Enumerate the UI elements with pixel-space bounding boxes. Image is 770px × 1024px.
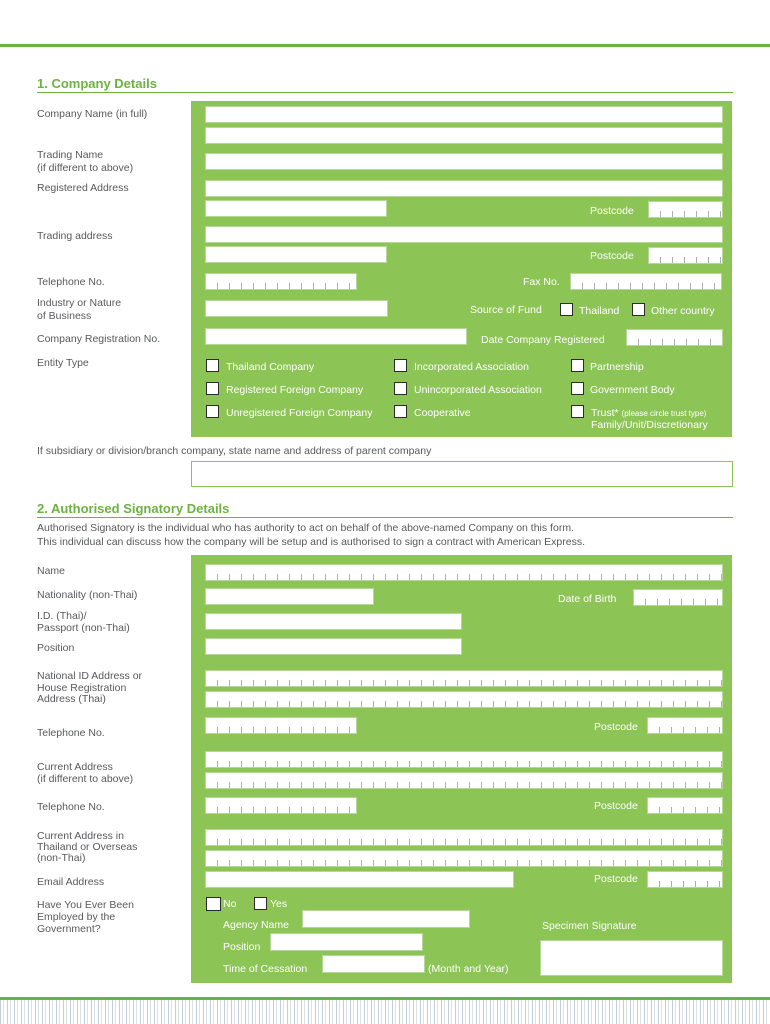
subsidiary-label: If subsidiary or division/branch company, state name and address of parent company bbox=[37, 445, 432, 457]
trading-address-field-2[interactable] bbox=[205, 246, 387, 263]
overseas-address-field-1[interactable] bbox=[205, 829, 723, 846]
section-2-intro-2: This individual can discuss how the company will be setup and is authorised to sign a contract with American Express. bbox=[37, 536, 586, 548]
section-1-title: 1. Company Details bbox=[37, 76, 157, 91]
month-year-label: (Month and Year) bbox=[428, 963, 509, 975]
label-current-address: Current Address bbox=[37, 761, 113, 773]
national-id-address-field-2[interactable] bbox=[205, 691, 723, 708]
entity-unregistered-foreign-checkbox[interactable] bbox=[206, 405, 219, 418]
industry-field[interactable] bbox=[205, 300, 388, 317]
label-industry-2: of Business bbox=[37, 310, 92, 322]
top-rule bbox=[0, 44, 770, 47]
label-industry: Industry or Nature bbox=[37, 297, 122, 309]
company-name-field-2[interactable] bbox=[205, 127, 723, 144]
fund-thailand-checkbox[interactable] bbox=[560, 303, 573, 316]
government-yes-checkbox[interactable] bbox=[254, 897, 267, 910]
date-registered-field[interactable] bbox=[626, 329, 723, 346]
postcode-field-5[interactable] bbox=[647, 871, 723, 888]
telephone-field-1[interactable] bbox=[205, 717, 357, 734]
trust-label-text: Trust* bbox=[591, 407, 619, 419]
registered-address-field-1[interactable] bbox=[205, 180, 723, 197]
source-of-fund-label: Source of Fund bbox=[470, 304, 542, 316]
specimen-signature-box[interactable] bbox=[540, 940, 723, 976]
government-no-checkbox[interactable] bbox=[206, 897, 221, 911]
date-of-birth-field[interactable] bbox=[633, 589, 723, 606]
nationality-field[interactable] bbox=[205, 588, 374, 605]
label-nationality: Nationality (non-Thai) bbox=[37, 589, 138, 601]
label-national-id-address: National ID Address or bbox=[37, 670, 143, 682]
postcode-label-1: Postcode bbox=[590, 205, 634, 217]
postcode-label-4: Postcode bbox=[594, 800, 638, 812]
section-2-rule bbox=[37, 517, 733, 518]
gov-position-field[interactable] bbox=[270, 933, 423, 951]
trust-types-label: Family/Unit/Discretionary bbox=[591, 419, 708, 431]
label-telephone-1: Telephone No. bbox=[37, 727, 105, 739]
fund-thailand-label: Thailand bbox=[579, 305, 620, 317]
agency-name-label: Agency Name bbox=[223, 919, 289, 931]
email-field[interactable] bbox=[205, 871, 514, 888]
telephone-field-2[interactable] bbox=[205, 797, 357, 814]
label-email: Email Address bbox=[37, 876, 105, 888]
current-address-field-2[interactable] bbox=[205, 772, 723, 789]
date-registered-label: Date Company Registered bbox=[481, 334, 605, 346]
government-yes-label: Yes bbox=[270, 898, 288, 910]
label-telephone-2: Telephone No. bbox=[37, 801, 105, 813]
label-registration-no: Company Registration No. bbox=[37, 333, 161, 345]
trading-address-field-1[interactable] bbox=[205, 226, 723, 243]
telephone-field[interactable] bbox=[205, 273, 357, 290]
label-position: Position bbox=[37, 642, 75, 654]
postcode-field-1[interactable] bbox=[648, 201, 723, 218]
section-1-rule bbox=[37, 92, 733, 93]
postcode-label-3: Postcode bbox=[594, 721, 638, 733]
parent-company-field[interactable] bbox=[191, 461, 733, 487]
label-government: Have You Ever Been bbox=[37, 899, 134, 911]
security-pattern bbox=[0, 1000, 770, 1024]
company-name-field-1[interactable] bbox=[205, 106, 723, 123]
id-passport-field[interactable] bbox=[205, 613, 462, 630]
agency-name-field[interactable] bbox=[302, 910, 470, 928]
entity-thailand-company-label: Thailand Company bbox=[226, 361, 315, 373]
entity-registered-foreign-checkbox[interactable] bbox=[206, 382, 219, 395]
government-no-label: No bbox=[223, 898, 237, 910]
entity-government-checkbox[interactable] bbox=[571, 382, 584, 395]
entity-government-label: Government Body bbox=[590, 384, 675, 396]
fund-other-checkbox[interactable] bbox=[632, 303, 645, 316]
label-overseas-address-2: Thailand or Overseas bbox=[37, 841, 138, 853]
entity-incorporated-label: Incorporated Association bbox=[414, 361, 529, 373]
postcode-label-2: Postcode bbox=[590, 250, 634, 262]
trust-note: (please circle trust type) bbox=[621, 409, 707, 418]
name-field[interactable] bbox=[205, 564, 723, 581]
date-of-birth-label: Date of Birth bbox=[558, 593, 617, 605]
label-government-3: Government? bbox=[37, 923, 101, 935]
entity-trust-checkbox[interactable] bbox=[571, 405, 584, 418]
section-2-title: 2. Authorised Signatory Details bbox=[37, 501, 230, 516]
section-2-intro-1: Authorised Signatory is the individual who has authority to act on behalf of the above-named Company on this form. bbox=[37, 522, 574, 534]
label-overseas-address: Current Address in bbox=[37, 830, 124, 842]
specimen-signature-label: Specimen Signature bbox=[542, 920, 637, 932]
entity-partnership-checkbox[interactable] bbox=[571, 359, 584, 372]
entity-cooperative-checkbox[interactable] bbox=[394, 405, 407, 418]
registration-no-field[interactable] bbox=[205, 328, 467, 345]
label-address-thai: Address (Thai) bbox=[37, 693, 106, 705]
label-current-address-note: (if different to above) bbox=[37, 773, 134, 785]
fax-field[interactable] bbox=[570, 273, 722, 290]
label-id: I.D. (Thai)/ bbox=[37, 610, 87, 622]
gov-position-label: Position bbox=[223, 941, 261, 953]
position-field[interactable] bbox=[205, 638, 462, 655]
label-entity-type: Entity Type bbox=[37, 357, 89, 369]
label-trading-name: Trading Name bbox=[37, 149, 104, 161]
entity-cooperative-label: Cooperative bbox=[414, 407, 471, 419]
entity-incorporated-checkbox[interactable] bbox=[394, 359, 407, 372]
label-trading-name-note: (if different to above) bbox=[37, 162, 134, 174]
label-company-name: Company Name (in full) bbox=[37, 108, 148, 120]
entity-unincorporated-checkbox[interactable] bbox=[394, 382, 407, 395]
label-passport: Passport (non-Thai) bbox=[37, 622, 130, 634]
postcode-field-4[interactable] bbox=[647, 797, 723, 814]
label-overseas-address-3: (non-Thai) bbox=[37, 852, 86, 864]
postcode-field-2[interactable] bbox=[648, 247, 723, 264]
registered-address-field-2[interactable] bbox=[205, 200, 387, 217]
label-name: Name bbox=[37, 565, 66, 577]
entity-registered-foreign-label: Registered Foreign Company bbox=[226, 384, 364, 396]
label-registered-address: Registered Address bbox=[37, 182, 129, 194]
label-telephone: Telephone No. bbox=[37, 276, 105, 288]
overseas-address-field-2[interactable] bbox=[205, 850, 723, 867]
entity-unincorporated-label: Unincorporated Association bbox=[414, 384, 542, 396]
entity-partnership-label: Partnership bbox=[590, 361, 644, 373]
label-trading-address: Trading address bbox=[37, 230, 113, 242]
postcode-label-5: Postcode bbox=[594, 873, 638, 885]
postcode-field-3[interactable] bbox=[647, 717, 723, 734]
fund-other-label: Other country bbox=[651, 305, 715, 317]
entity-unregistered-foreign-label: Unregistered Foreign Company bbox=[226, 407, 373, 419]
time-of-cessation-field[interactable] bbox=[322, 955, 425, 973]
time-of-cessation-label: Time of Cessation bbox=[223, 963, 308, 975]
entity-thailand-company-checkbox[interactable] bbox=[206, 359, 219, 372]
fax-label: Fax No. bbox=[523, 276, 560, 288]
current-address-field-1[interactable] bbox=[205, 751, 723, 768]
national-id-address-field-1[interactable] bbox=[205, 670, 723, 687]
label-government-2: Employed by the bbox=[37, 911, 116, 923]
trading-name-field[interactable] bbox=[205, 153, 723, 170]
label-house-registration: House Registration bbox=[37, 682, 127, 694]
